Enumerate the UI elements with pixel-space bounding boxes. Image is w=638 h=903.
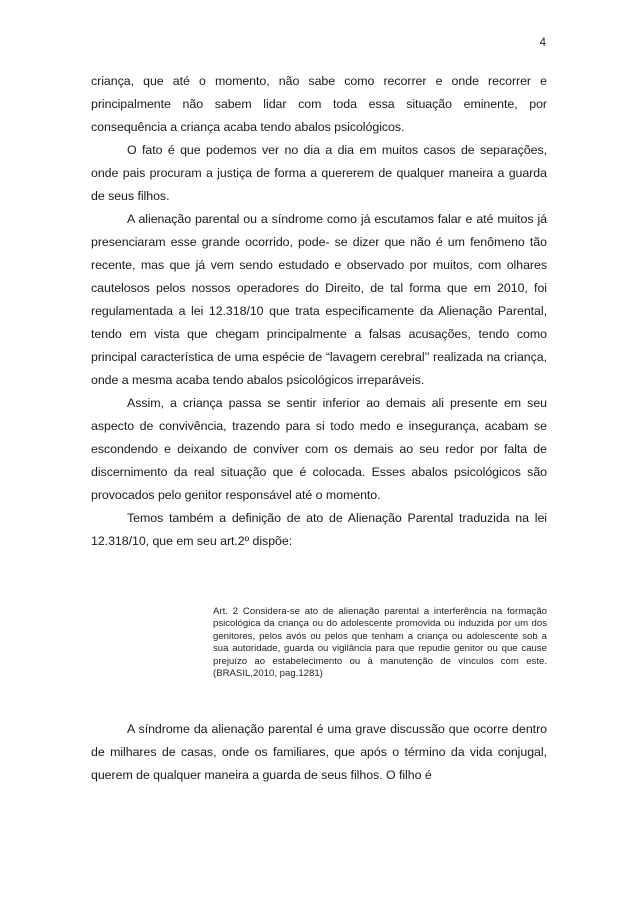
paragraph-4: Assim, a criança passa se sentir inferior ao demais ali presente em seu aspecto de convivência, trazendo para si todo medo e insegurança, acabam se escondendo e deixando de conviver com os demais ao seu redor por falta de discernimento da real situação que é colocada. Esses abalos psicológicos são provocados pelo genitor responsável até o momento.	[91, 396, 547, 502]
block-quote: Art. 2 Considera-se ato de alienação parental a interferência na formação psicológica da criança ou do adolescente promovida ou induzida por um dos genitores, pelos avós ou pelos que tenham a criança ou adolescente sob a sua autoridade, guarda ou vigilância para que repudie genitor ou que cause prejuízo ao estabelecimento ou à manutenção de vínculos com este. (BRASIL,2010, pag.1281)	[213, 606, 547, 680]
page-number: 4	[539, 37, 546, 49]
paragraph-3: A alienação parental ou a síndrome como já escutamos falar e até muitos já presenciaram esse grande ocorrido, pode- se dizer que não é um fenômeno tão recente, mas que já vem sendo estudado e observado por muitos, com olhares cautelosos pelos nossos operadores do Direito, de tal forma que em 2010, foi regulamentada a lei 12.318/10 que trata especificamente da Alienação Parental, tendo em vista que chegam principalmente a falsas acusações, tendo como principal característica de uma espécie de “lavagem cerebral’’ realizada na criança, onde a mesma acaba tendo abalos psicológicos irreparáveis.	[91, 212, 547, 387]
paragraph-5: Temos também a definição de ato de Alienação Parental traduzida na lei 12.318/10, que em seu art.2º dispõe:	[91, 511, 547, 548]
body-text	[91, 70, 547, 553]
paragraph-1: criança, que até o momento, não sabe como recorrer e onde recorrer e principalmente não sabem lidar com toda essa situação eminente, por consequência a criança acaba tendo abalos psicológicos.	[91, 74, 547, 134]
paragraph-2: O fato é que podemos ver no dia a dia em muitos casos de separações, onde pais procuram a justiça de forma a quererem de qualquer maneira a guarda de seus filhos.	[91, 143, 547, 203]
paragraph-6: A síndrome da alienação parental é uma grave discussão que ocorre dentro de milhares de casas, onde os familiares, que após o término da vida conjugal, querem de qualquer maneira a guarda de seus filhos. O filho é	[91, 722, 547, 782]
lower-text	[91, 718, 547, 787]
